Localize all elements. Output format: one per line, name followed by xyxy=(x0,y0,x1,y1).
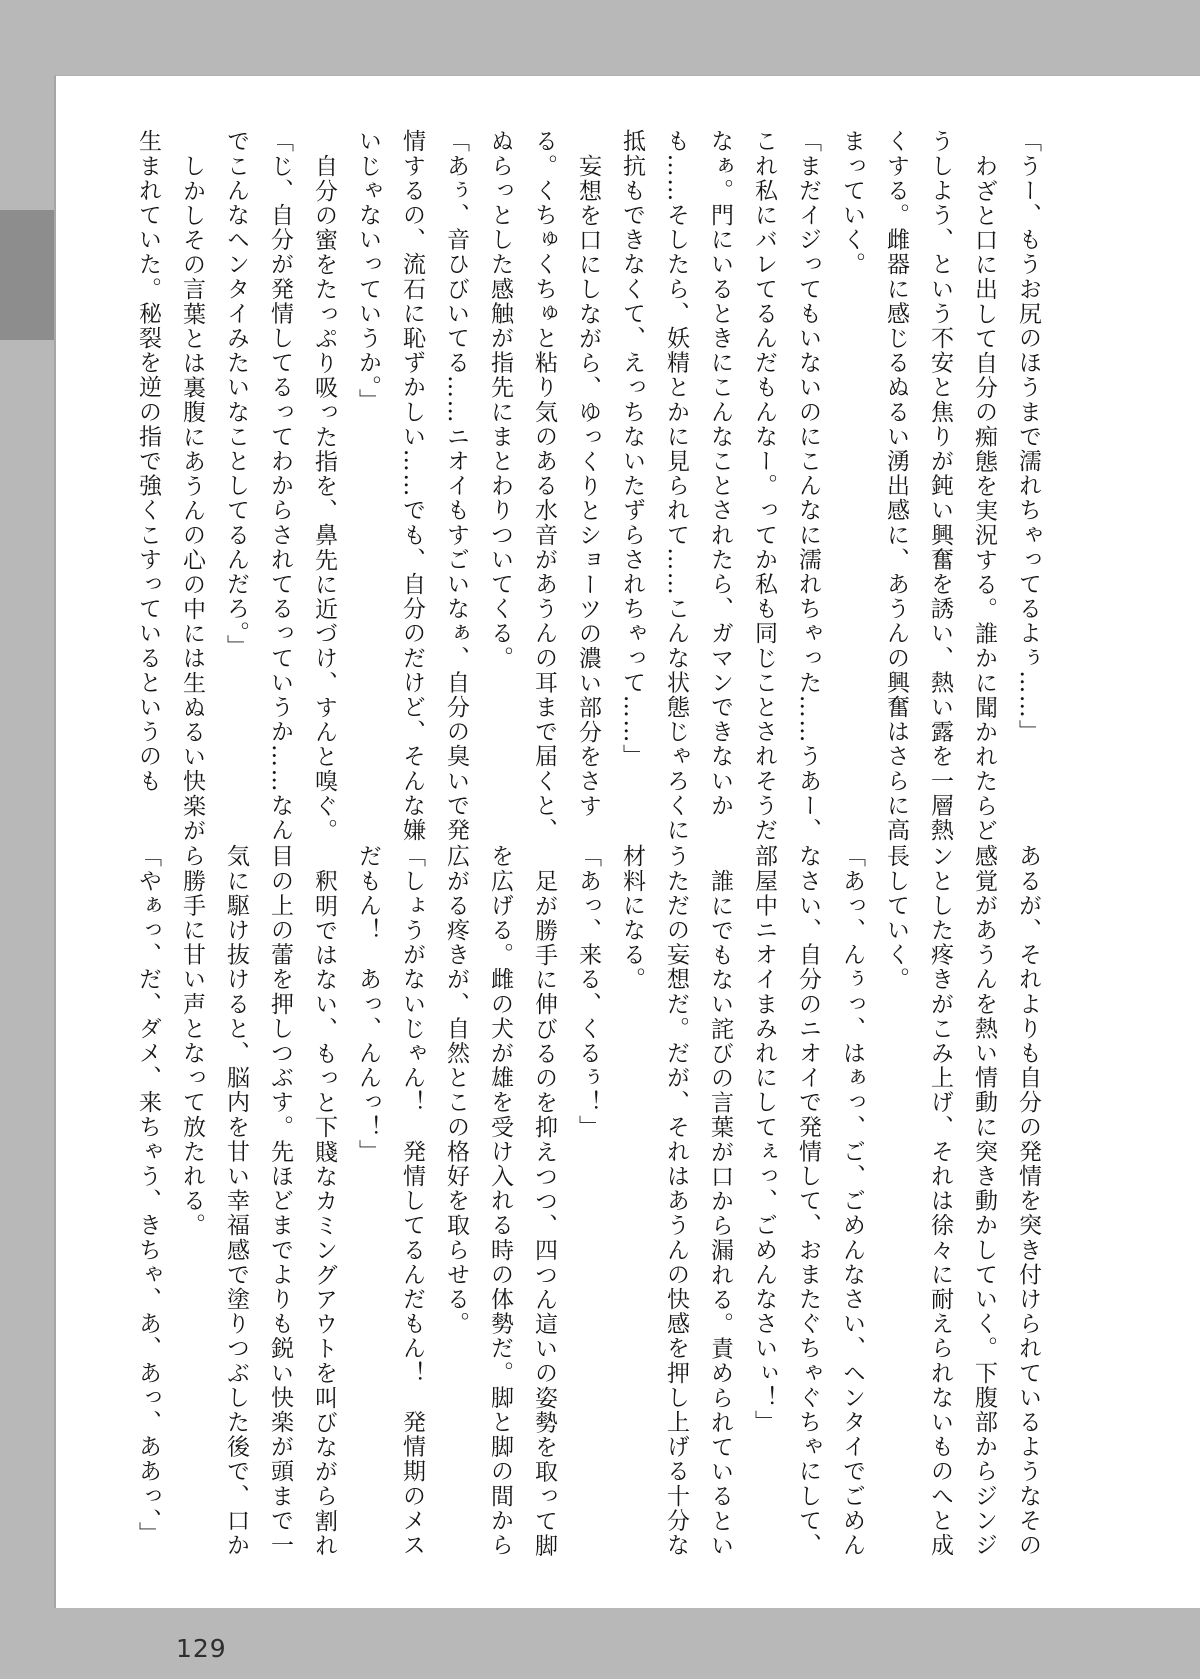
dialogue-paragraph: 「じ、自分が発情してるってわからされてるっていうか……なんでこんなヘンタイみたいなことしてるんだろ。」 xyxy=(223,129,293,843)
narration-paragraph: しかしその言葉とは裏腹にあうんの心の中には生ぬるい快楽が生まれていた。秘裂を逆の指で強くこすっているというのも xyxy=(135,129,205,843)
narration-paragraph: 妄想を口にしながら、ゆっくりとショーツの濃い部分をさする。くちゅくちゅと粘り気のある水音があうんの耳まで届くと、ぬらっとした感触が指先にまとわりついてくる。 xyxy=(487,129,601,843)
narration-paragraph: 足が勝手に伸びるのを抑えつつ、四つん這いの姿勢を取って脚を広げる。雌の犬が雄を受け入れる時の体勢だ。脚と脚の間から広がる疼きが、自然とこの格好を取らせる。 xyxy=(443,844,557,1558)
binding-shadow-block xyxy=(0,210,54,340)
dialogue-paragraph: 「あぅ、音ひびいてる……ニオイもすごいなぁ、自分の臭いで発情するの、流石に恥ずかしい……でも、自分のだけど、そんな嫌いじゃないっていうか。」 xyxy=(355,129,469,843)
narration-paragraph: 釈明ではない、もっと下賤なカミングアウトを叫びながら割れ目の上の蕾を押しつぶす。先ほどまでよりも鋭い快楽が頭まで一気に駆け抜けると、脳内を甘い幸福感で塗りつぶした後で、口から勝手に甘い声となって放たれる。 xyxy=(179,844,337,1558)
page-number: 129 xyxy=(176,1634,227,1663)
dialogue-paragraph: 「うー、もうお尻のほうまで濡れちゃってるよぅ……」 xyxy=(1015,129,1041,744)
narration-paragraph: わざと口に出して自分の痴態を実況する。誰かに聞かれたらどうしよう、という不安と焦りが鈍い興奮を誘い、熱い露を一層熱くする。雌器に感じるぬるい湧出感に、あうんの興奮はさらに高まっていく。 xyxy=(839,129,997,843)
scanned-page xyxy=(54,75,1200,1663)
dialogue-paragraph: 「やぁっ、だ、ダメ、来ちゃう、きちゃ、あ、あっ、ああっ、」 xyxy=(135,844,161,1546)
lower-text-block xyxy=(104,844,1050,1558)
dialogue-paragraph: 「あっ、んぅっ、はぁっ、ご、ごめんなさい、ヘンタイでごめんなさい、自分のニオイで発情して、おまたぐちゃぐちゃにして、部屋中ニオイまみれにしてぇっ、ごめんなさいぃ！」 xyxy=(751,844,865,1558)
dialogue-paragraph: 「あっ、来る、くるぅ！」 xyxy=(575,844,601,1140)
dialogue-paragraph: 「しょうがないじゃん！ 発情してるんだもん！ 発情期のメスだもん！ あっ、んんっ！」 xyxy=(355,844,425,1558)
narration-paragraph: 自分の蜜をたっぷり吸った指を、鼻先に近づけ、すんと嗅ぐ。 xyxy=(311,154,337,843)
narration-paragraph: 誰にでもない詫びの言葉が口から漏れる。責められているというただの妄想だ。だが、それはあうんの快感を押し上げる十分な材料になる。 xyxy=(619,844,733,1558)
narration-continued-paragraph: あるが、それよりも自分の発情を突き付けられているようなその感覚があうんを熱い情動に突き動かしていく。下腹部からジンジンとした疼きがこみ上げ、それは徐々に耐えられないものへと成長していく。 xyxy=(883,844,1041,1558)
upper-text-block xyxy=(104,129,1050,843)
dialogue-paragraph: 「まだイジってもいないのにこんなに濡れちゃった……うあー、これ私にバレてるんだもんなー。ってか私も同じことされそうだなぁ。門にいるときにこんなことされたら、ガマンできないかも……そしたら、妖精とかに見られて……こんな状態じゃろくに抵抗もできなくて、えっちないたずらされちゃって……」 xyxy=(619,129,821,843)
